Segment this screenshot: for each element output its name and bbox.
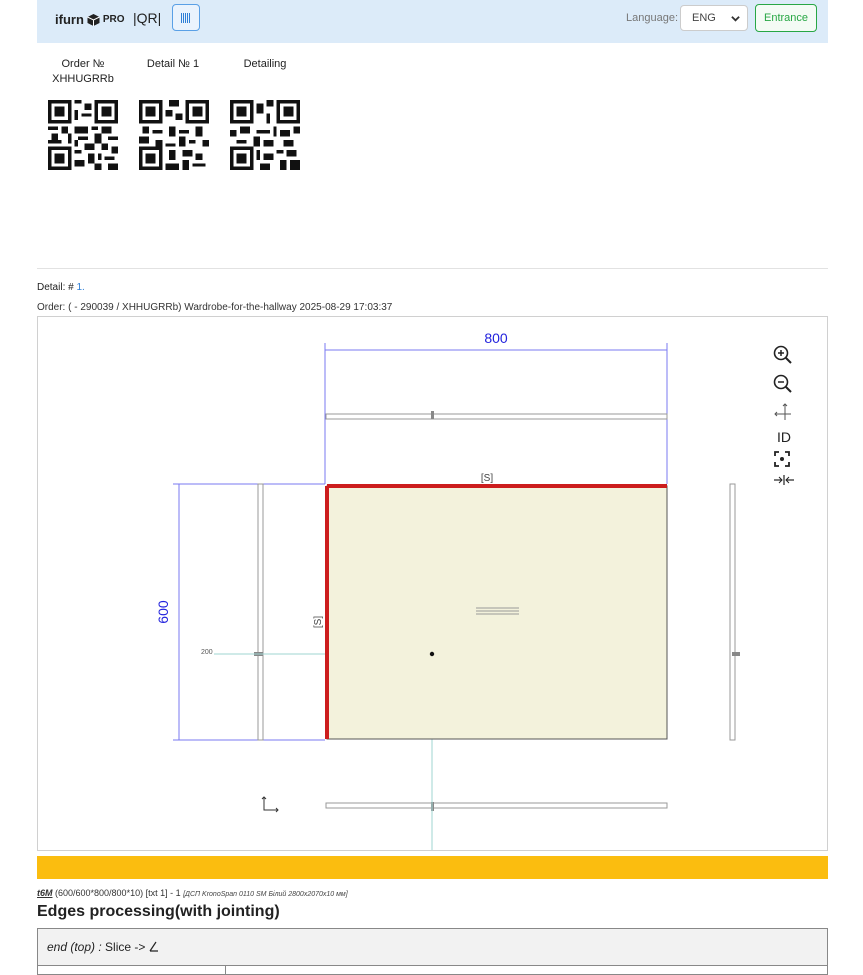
axes-origin-icon (262, 797, 278, 812)
edge-mark-top: [S] (480, 473, 494, 484)
detail-drawing-canvas[interactable] (37, 316, 828, 851)
detail-drawing (38, 317, 828, 851)
part-info (37, 888, 348, 898)
detail-prefix: Detail: # (37, 282, 77, 293)
language-value: ENG (692, 12, 716, 24)
edge-side-label: end (top) : (47, 940, 102, 954)
fit-screen-icon (773, 450, 791, 468)
language-label: Language: (626, 12, 678, 24)
qr-detailing-caption (225, 57, 305, 72)
zoom-out-button[interactable] (773, 374, 795, 396)
height-dim-value: 600 (155, 600, 171, 624)
qr-order-title: Order № (61, 58, 105, 70)
barcode-icon (181, 13, 191, 23)
edges-section-title: Edges processing(with jointing) (37, 903, 280, 920)
qr-code-detail (139, 100, 209, 170)
axes-button[interactable] (773, 402, 795, 424)
qr-code-detailing (230, 100, 300, 170)
section-divider (37, 268, 828, 269)
order-info: Order: ( - 290039 / XHHUGRRb) Wardrobe-for-the-hallway 2025-08-29 17:03:37 (37, 302, 393, 313)
brand-logo[interactable] (55, 12, 125, 27)
top-edge-profile (326, 414, 667, 419)
width-dim-value: 800 (484, 330, 508, 346)
edge-mark-left: [S] (313, 615, 324, 629)
cube-icon (87, 14, 100, 26)
bottom-edge-profile (326, 803, 667, 808)
part-material: [ДСП KronoSpan 0110 SM Білий 2800x2070x10 мм] (183, 891, 348, 898)
barcode-button[interactable] (172, 4, 200, 31)
drill-hole (430, 652, 434, 656)
collapse-icon (773, 473, 795, 487)
right-profile-hole-marker (732, 652, 740, 656)
left-edge-profile (258, 484, 263, 740)
hole-offset-label: 200 (201, 649, 213, 656)
part-header-bar (37, 856, 828, 879)
top-profile-hole-marker (431, 411, 434, 419)
qr-label: |QR| (133, 10, 162, 26)
brand-pro-label: PRO (102, 14, 125, 25)
part-dimensions: (600/600*800/800*10) [txt 1] - 1 (52, 888, 184, 898)
entrance-button[interactable]: Entrance (755, 4, 817, 32)
zoom-out-icon (773, 374, 793, 394)
qr-detail-caption (133, 57, 213, 72)
language-select[interactable] (680, 5, 748, 31)
qr-detailing-title: Detailing (243, 58, 287, 70)
detail-number-link[interactable]: 1. (76, 282, 85, 293)
edge-action-label: Slice -> (101, 940, 149, 954)
right-edge-profile (730, 484, 735, 740)
zoom-in-icon (773, 345, 793, 365)
slice-angle-icon (149, 941, 159, 952)
qr-detail-title: Detail № 1 (146, 58, 200, 70)
qr-order-caption (43, 57, 123, 87)
fit-screen-button[interactable] (773, 450, 795, 472)
qr-code-order (48, 100, 118, 170)
brand-name: ifurn (55, 12, 84, 27)
collapse-button[interactable] (773, 473, 795, 495)
edge-row-top-header (38, 929, 827, 966)
axes-icon (773, 402, 793, 422)
edge-row (38, 966, 827, 975)
qr-order-subtitle: XHHUGRRb (52, 73, 114, 85)
zoom-in-button[interactable] (773, 345, 795, 367)
show-id-button[interactable] (773, 426, 795, 448)
id-label: ID (777, 429, 791, 445)
top-navbar (37, 0, 828, 43)
chevron-down-icon (731, 14, 740, 23)
edge-column-divider (225, 966, 226, 975)
part-code-link[interactable]: t6M (37, 888, 53, 898)
detail-number-line (37, 282, 85, 293)
panel-face (327, 486, 667, 739)
edges-table (37, 928, 828, 975)
